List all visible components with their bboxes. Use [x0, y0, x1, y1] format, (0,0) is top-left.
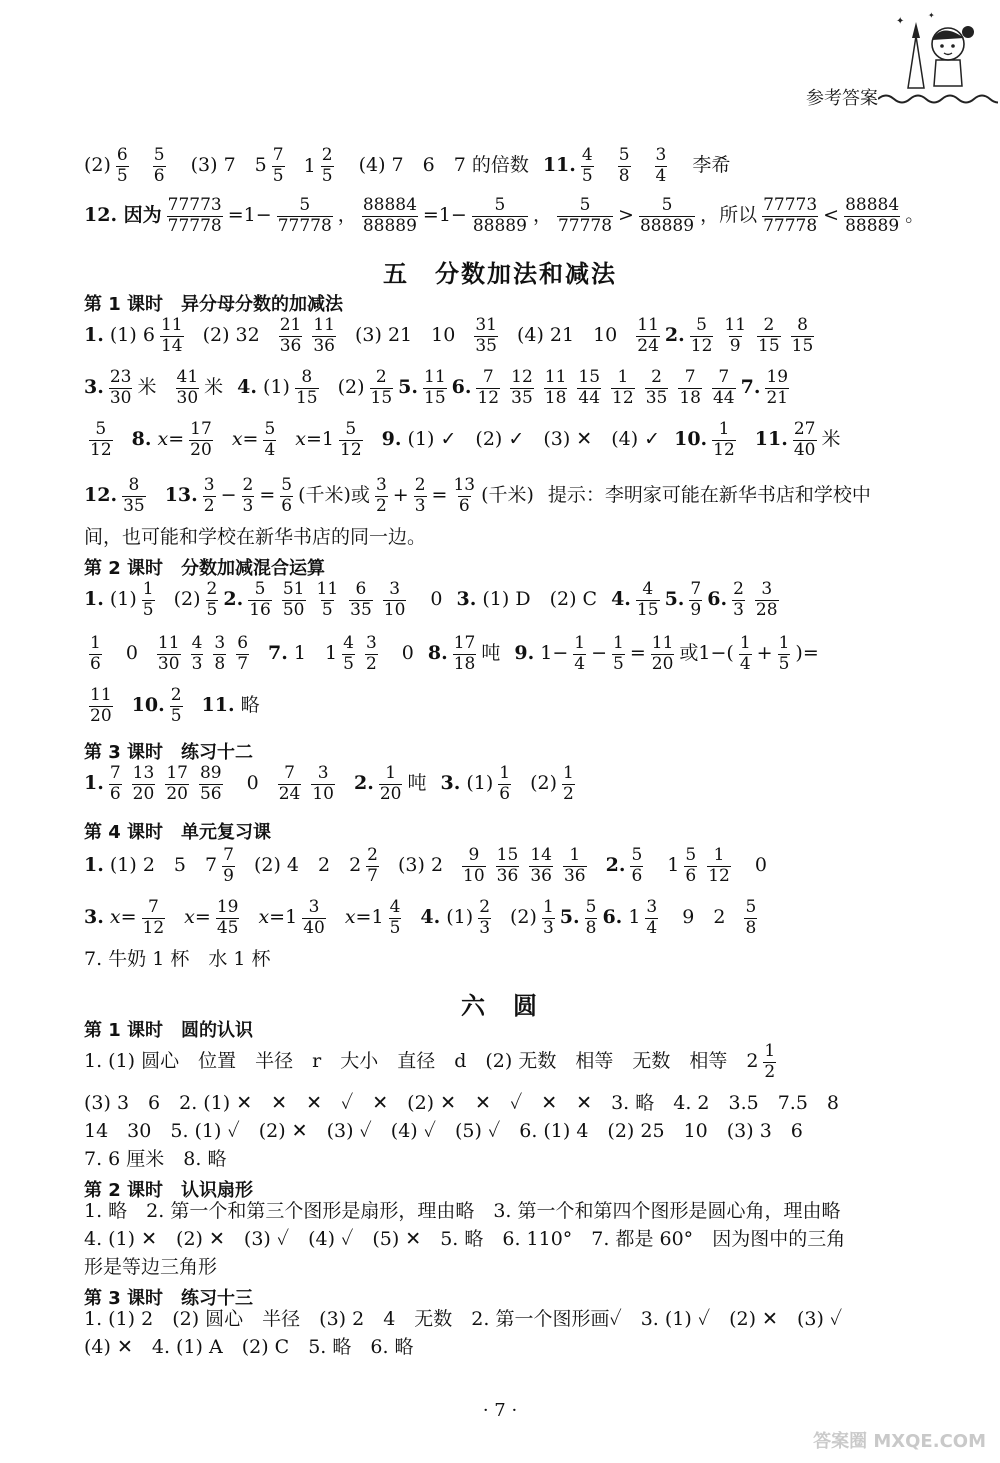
lesson-title: 第 3 课时 练习十二	[84, 742, 254, 763]
answer-line-17: 14 30 5. (1) ✓ (2) ✕ (3) ✓ (4) ✓ (5) ✓ 6. (1) 4 (2) 25 10 (3) 3 6	[84, 1120, 803, 1142]
name-li: 李希	[692, 154, 731, 177]
answer-line-9: $\frac{1}{6}$ 0 $\frac{11}{30}$ $\frac{4}{3}$ $\frac{3}{8}$ $\frac{6}{7}$ 7. 1 1 $\frac{4}{5}$ $\frac{3}{2}$ 0 8. $\frac{17}{18}$ 吨 9. 1− $\frac{1}{4}$ − $\frac{1}{5}$ = $\frac{11}{20}$ 或1−( $\frac{1}{4}$ + $\frac{1}{5}$ )=	[90, 633, 819, 674]
watermark: 答案圈 MXQE.COM	[813, 1431, 986, 1452]
answer-line-18: 7. 6 厘米 8. 略	[84, 1148, 227, 1170]
answer-line-10: $\frac{11}{20}$ 10. $\frac{2}{5}$ 11. 略	[90, 685, 260, 726]
page-number: · 7 ·	[482, 1400, 518, 1421]
answer-line-11: 1. $\frac{7}{6}$ $\frac{13}{20}$ $\frac{17}{20}$ $\frac{89}{56}$ 0 $\frac{7}{24}$ $\frac{3}{10}$ 2. $\frac{1}{20}$ 吨 3. (1) $\frac{1}{6}$ (2) $\frac{1}{2}$	[84, 763, 574, 804]
answer-line-16: (3) 3 6 2. (1) ✕ ✕ ✕ ✓ ✕ (2) ✕ ✕ ✓ ✕ ✕ 3. 略 4. 2 3.5 7.5 8	[84, 1092, 840, 1114]
answer-line-5: $\frac{5}{12}$ 8. x= $\frac{17}{20}$ x= $\frac{5}{4}$ x=1 $\frac{5}{12}$ 9. (1) ✓ (2) ✓ (3) ✕ (4) ✓ 10. $\frac{1}{12}$ 11. $\frac{27}{40}$ 米	[90, 419, 841, 460]
girl-pencil-icon	[890, 8, 990, 100]
lesson-title: 第 2 课时 分数加减混合运算	[84, 558, 326, 579]
answer-line-8: 1. (1) $\frac{1}{5}$ (2) $\frac{2}{5}$ 2. $\frac{5}{16}$ $\frac{51}{50}$ $\frac{11}{5}$ $\frac{6}{35}$ $\frac{3}{10}$ 0 3. (1) D (2) C 4. $\frac{4}{15}$ 5. $\frac{7}{9}$ 6. $\frac{2}{3}$ $\frac{3}{28}$	[84, 579, 778, 620]
answer-line-4: 3. $\frac{23}{30}$ 米 $\frac{41}{30}$ 米 4. (1) $\frac{8}{15}$ (2) $\frac{2}{15}$ 5. $\frac{11}{15}$ 6. $\frac{7}{12}$ $\frac{12}{35}$ $\frac{11}{18}$ $\frac{15}{44}$ $\frac{1}{12}$ $\frac{2}{35}$ $\frac{7}{18}$ $\frac{7}{44}$ 7. $\frac{19}{21}$	[84, 367, 789, 408]
answer-line-23: (4) ✕ 4. (1) A (2) C 5. 略 6. 略	[84, 1336, 414, 1358]
header-label: 参考答案	[806, 88, 878, 109]
answer-line-22: 1. (1) 2 (2) 圆心 半径 (3) 2 4 无数 2. 第一个图形画✓ 3. (1) ✓ (2) ✕ (3) ✓	[84, 1308, 843, 1330]
chapter-six-title: 六 圆	[461, 992, 539, 1020]
chapter-five-title: 五 分数加法和减法	[383, 260, 617, 288]
answer-line-6: 12. $\frac{8}{35}$ 13. $\frac{3}{2}$ − $\frac{2}{3}$ = $\frac{5}{6}$ (千米)或 $\frac{3}{2}$ + $\frac{2}{3}$ = $\frac{13}{6}$ (千米) 提示：李明家可能在新华书店和学校中	[84, 475, 871, 516]
answer-line-20: 4. (1) ✕ (2) ✕ (3) ✓ (4) ✓ (5) ✕ 5. 略 6. 110° 7. 都是 60° 因为图中的三角	[84, 1228, 846, 1250]
answer-line-2: 12. 因为 $\frac{77773}{77778}$ =1− $\frac{5}{77778}$ ， $\frac{88884}{88889}$ =1− $\frac{5}{88889}$ ， $\frac{5}{77778}$ > $\frac{5}{88889}$ ，所以 $\frac{77773}{77778}$ < $\frac{88884}{88889}$ 。	[84, 195, 925, 236]
lesson-title: 第 4 课时 单元复习课	[84, 822, 272, 843]
answer-line-7: 间，也可能和学校在新华书店的同一边。	[84, 526, 427, 548]
svg-text:✦: ✦	[928, 11, 935, 20]
svg-text:✦: ✦	[896, 16, 905, 27]
answer-line-12: 1. (1) 2 5 7 $\frac{7}{9}$ (2) 4 2 2 $\frac{2}{7}$ (3) 2 $\frac{9}{10}$ $\frac{15}{36}$ $\frac{14}{36}$ $\frac{1}{36}$ 2. $\frac{5}{6}$ 1 $\frac{5}{6}$ $\frac{1}{12}$ 0	[84, 845, 767, 886]
wave-decoration	[878, 92, 998, 106]
lesson-title: 第 1 课时 圆的认识	[84, 1020, 254, 1041]
lesson-title: 第 1 课时 异分母分数的加减法	[84, 294, 344, 315]
answer-line-13: 3. x= $\frac{7}{12}$ x= $\frac{19}{45}$ x=1 $\frac{3}{40}$ x=1 $\frac{4}{5}$ 4. (1) $\frac{2}{3}$ (2) $\frac{1}{3}$ 5. $\frac{5}{8}$ 6. 1 $\frac{3}{4}$ 9 2 $\frac{5}{8}$	[84, 897, 757, 938]
answer-line-15: 1. (1) 圆心 位置 半径 r 大小 直径 d (2) 无数 相等 无数 相等 2 $\frac{1}{2}$	[84, 1041, 776, 1082]
answer-line-21: 形是等边三角形	[84, 1256, 218, 1278]
lesson-title: 第 3 课时 练习十三	[84, 1288, 254, 1309]
answer-line-1: (2) $\frac{6}{5}$ $\frac{5}{6}$ (3) 7 5 $\frac{7}{5}$ 1 $\frac{2}{5}$ (4) 7 6 7 的倍数 11. $\frac{4}{5}$ $\frac{5}{8}$ $\frac{3}{4}$ 李希	[84, 145, 731, 186]
header-illustration	[890, 8, 990, 100]
answer-line-3: 1. (1) 6 $\frac{11}{14}$ (2) 32 $\frac{21}{36}$ $\frac{11}{36}$ (3) 21 10 $\frac{31}{35}$ (4) 21 10 $\frac{11}{24}$ 2. $\frac{5}{12}$ $\frac{11}{9}$ $\frac{2}{15}$ $\frac{8}{15}$	[84, 315, 814, 356]
answer-line-14: 7. 牛奶 1 杯 水 1 杯	[84, 948, 271, 970]
answer-line-19: 1. 略 2. 第一个和第三个图形是扇形，理由略 3. 第一个和第四个图形是圆心角，理由略	[84, 1200, 841, 1222]
lesson-title: 第 2 课时 认识扇形	[84, 1180, 254, 1201]
